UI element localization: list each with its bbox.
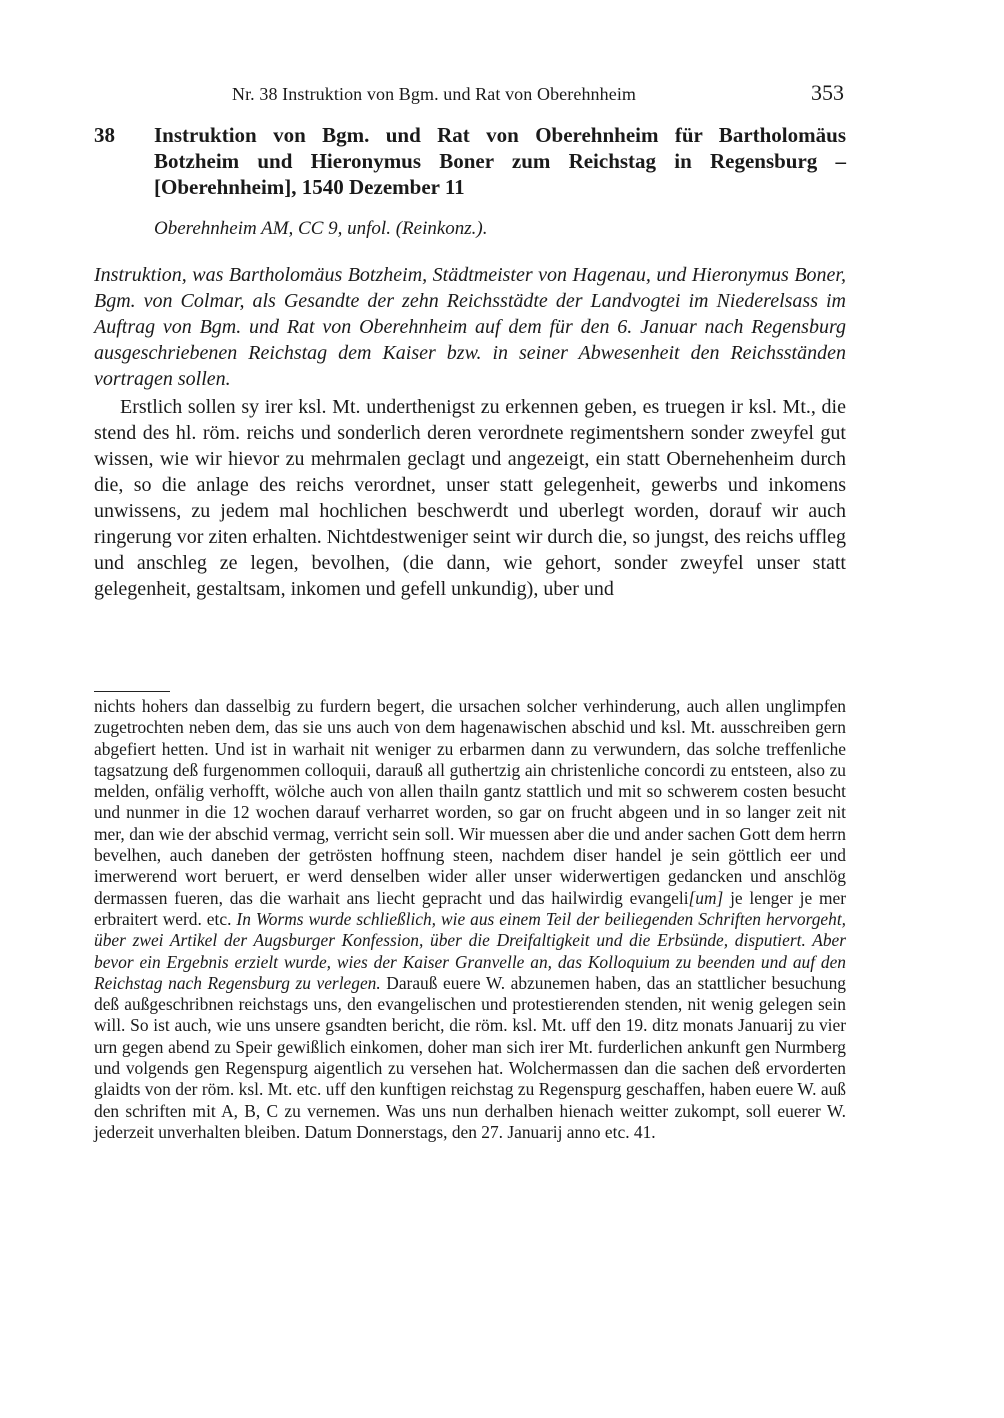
document-page [94, 0, 846, 1418]
running-title: Nr. 38 Instruktion von Bgm. und Rat von Oberehnheim [231, 84, 637, 104]
regest-summary: Instruktion, was Bartholomäus Botzheim, Städtmeister von Hagenau, und Hieronymus Boner, Bgm. von Colmar, als Gesandte der zehn Reichsstädte der Landvogtei im Niederelsass im Auftrag von Bgm. und Rat von Oberehnheim auf dem für den 6. Januar nach Regensburg ausgeschriebenen Reichstag dem Kaiser bzw. in seiner Abwesenheit den Reichsständen vortragen sollen. [94, 264, 846, 390]
document-title: Instruktion von Bgm. und Rat von Oberehnheim für Bartholomäus Botzheim und Hieronymus Boner zum Reichstag in Regensburg – [Oberehnheim], 1540 Dezember 11 [154, 123, 846, 199]
footnote-text-part1: nichts hohers dan dasselbig zu furdern begert, die ursachen solcher verhinderung, auch allen unglimpfen zugetrochten neben dem, das sie uns auch von dem hagenawischen abschid und ksl. Mt. ausschreiben gern abgefiert hetten. Und ist in warhait nit weniger zu erbarmen dann zu verwundern, das solche treffenliche tagsatzung deß furgenommen colloquii, darauß all guthertzig ain christenliche concordi zu entsteen, also zu melden, onfälig verhofft, wölche auch von allen thailn gantz stattlich und mit so schwerem costen besucht und nunmer in die 12 wochen darauf verharret worden, so gar on frucht abgeen und in so langer zeit nit mer, dan wie der abschid vermag, verricht sein soll. Wir muessen aber die und ander sachen Gott dem herrn bevelhen, auch daneben der getrösten hoffnung steen, nachdem diser handel je sein göttlich eer und imerwerend wort beruert, er werd denselben wider aller unser widerwertigen gedancken und anschlög dermassen fueren, das die warhait ans liecht gepracht und das hailwirdig evangeli [94, 696, 846, 908]
footnote [94, 696, 846, 1143]
editorial-insertion: [um] [688, 887, 724, 908]
archival-source: Oberehnheim AM, CC 9, unfol. (Reinkonz.). [154, 218, 488, 239]
footnote-separator [94, 691, 170, 692]
page-number: 353 [811, 80, 844, 105]
main-text: Erstlich sollen sy irer ksl. Mt. underthenigst zu erkennen geben, es truegen ir ksl. Mt., die stend des hl. röm. reichs und sonderlich deren verordnete regimentshern sonder zweyfel gut wissen, wie wir hievor zu mehrmalen geclagt und angezeigt, ein statt Obernehenheim durch die, so die anlage des reichs verordnet, unser statt gelegenheit, gewerbs und inkomens unwissens, zu jedem mal hochlichen beschwerdt und uberlegt worden, dorauf wir auch ringerung vor ziten erhalten. Nichtdestweniger seint wir durch die, so jungst, des reichs uffleg und anschleg ze legen, bevolhen, (die dann, wie gehort, sonder zweyfel unser statt gelegenheit, gestaltsam, inkomen und gefell unkundig), uber und [94, 396, 846, 600]
document-heading [94, 122, 846, 200]
document-number: 38 [94, 123, 115, 147]
editorial-commentary: In Worms wurde schließlich, wie aus einem Teil der beiliegenden Schriften hervorgeht, über zwei Artikel der Augsburger Konfession, über die Dreifaltigkeit und die Erbsünde, disputiert. Aber bevor ein Ergebnis erzielt wurde, wies der Kaiser Granvelle an, das Kolloquium zu beenden und auf den Reichstag nach Regensburg zu verlegen. [94, 908, 846, 993]
running-head [94, 80, 846, 110]
footnote-text-part3: Darauß euere W. abzunemen haben, das an stattlicher besuchung deß außgeschribnen reichstags uns, den evangelischen und protestierenden stenden, nit wenig gelegen sein will. So ist auch, wie uns unsere gsandten bericht, die röm. ksl. Mt. uff den 19. ditz monats Januarij zu vier urn gegen abend zu Speir gewißlich einkomen, doher man sich irer Mt. furderlichen ankunft gen Nurmberg und volgends gen Regenspurg aigentlich zu versehen hat. Wolchermassen dan die sachen deß ervorderten glaidts von der röm. ksl. Mt. etc. uff den kunftigen reichstag zu Regenspurg geschaffen, haben euere W. auß den schriften mit A, B, C zu vernemen. Was uns nun derhalben hienach weitter zukompt, soll euerer W. jederzeit unverhalten bleiben. Datum Donnerstags, den 27. Januarij anno etc. 41. [94, 972, 846, 1142]
footnote-text-part2: je lenger je mer erbraitert werd. etc. [94, 887, 846, 929]
